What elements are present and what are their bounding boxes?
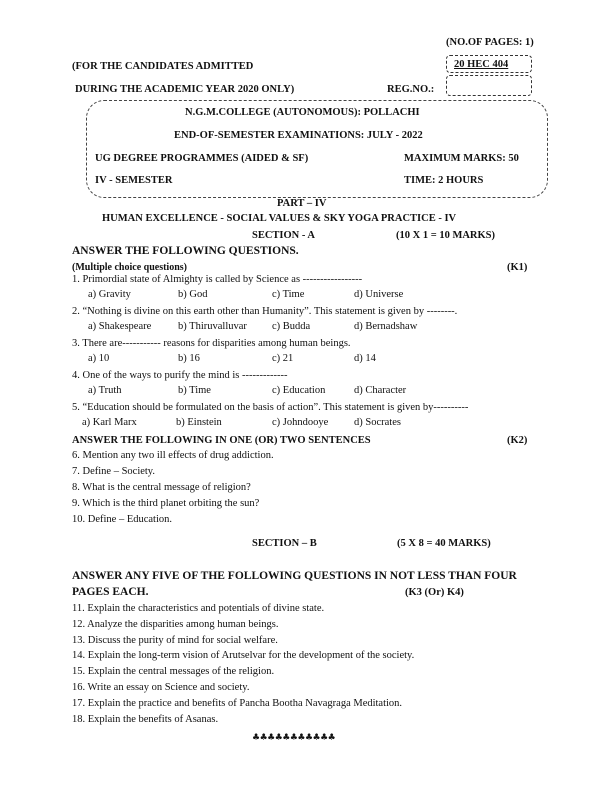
mcq-option: d) Bernadshaw bbox=[354, 321, 418, 332]
mcq-option: b) Einstein bbox=[176, 417, 222, 428]
short-answer-level: (K2) bbox=[507, 435, 528, 446]
reg-no-label: REG.NO.: bbox=[387, 84, 435, 95]
programme: UG DEGREE PROGRAMMES (AIDED & SF) bbox=[95, 153, 309, 164]
paper-title: HUMAN EXCELLENCE - SOCIAL VALUES & SKY YOGA PRACTICE - IV bbox=[102, 213, 457, 224]
short-answer-question: 7. Define – Society. bbox=[72, 466, 156, 477]
essay-question: 17. Explain the practice and benefits of Pancha Bootha Navagraga Meditation. bbox=[72, 697, 403, 709]
section-b-instruction-line1: ANSWER ANY FIVE OF THE FOLLOWING QUESTIONS IN NOT LESS THAN FOUR bbox=[72, 570, 517, 582]
part-label: PART – IV bbox=[277, 198, 327, 209]
mcq-option: d) Socrates bbox=[354, 417, 401, 428]
candidates-note-line1: (FOR THE CANDIDATES ADMITTED bbox=[72, 61, 254, 72]
mcq-option: c) Johndooye bbox=[272, 417, 329, 428]
exam-title: END-OF-SEMESTER EXAMINATIONS: JULY - 2022 bbox=[174, 130, 423, 141]
essay-question: 16. Write an essay on Science and society. bbox=[72, 682, 250, 693]
short-answer-instruction: ANSWER THE FOLLOWING IN ONE (OR) TWO SENTENCES bbox=[72, 435, 371, 446]
mcq-option: a) 10 bbox=[88, 353, 110, 364]
mcq-option: d) Character bbox=[354, 385, 407, 396]
short-answer-question: 6. Mention any two ill effects of drug addiction. bbox=[72, 450, 274, 461]
mcq-option: a) Truth bbox=[88, 385, 122, 396]
mcq-label: (Multiple choice questions) bbox=[72, 262, 187, 273]
section-b-title: SECTION – B bbox=[252, 538, 317, 549]
mcq-question: 4. One of the ways to purify the mind is ------------- bbox=[72, 370, 288, 381]
essay-question: 13. Discuss the purity of mind for social welfare. bbox=[72, 634, 278, 646]
section-b-level: (K3 (Or) K4) bbox=[405, 587, 464, 598]
essay-question: 18. Explain the benefits of Asanas. bbox=[72, 713, 219, 725]
mcq-option: d) Universe bbox=[354, 289, 404, 300]
exam-time: TIME: 2 HOURS bbox=[404, 175, 484, 186]
end-ornament: ♣♣♣♣♣♣♣♣♣♣♣ bbox=[252, 733, 336, 743]
college-name: N.G.M.COLLEGE (AUTONOMOUS): POLLACHI bbox=[185, 107, 420, 118]
essay-question: 15. Explain the central messages of the religion. bbox=[72, 666, 275, 678]
essay-question: 12. Analyze the disparities among human beings. bbox=[72, 618, 279, 630]
mcq-question: 1. Primordial state of Almighty is called by Science as ----------------- bbox=[72, 274, 363, 285]
section-a-marks: (10 X 1 = 10 MARKS) bbox=[396, 230, 496, 241]
short-answer-question: 8. What is the central message of religion? bbox=[72, 482, 251, 493]
semester: IV - SEMESTER bbox=[95, 175, 173, 186]
section-a-instruction: ANSWER THE FOLLOWING QUESTIONS. bbox=[72, 245, 299, 257]
section-b-instruction-line2: PAGES EACH. bbox=[72, 586, 149, 598]
mcq-option: a) Gravity bbox=[88, 289, 131, 300]
mcq-option: c) Budda bbox=[272, 321, 311, 332]
mcq-option: b) God bbox=[178, 289, 208, 300]
no-of-pages: (NO.OF PAGES: 1) bbox=[446, 37, 534, 48]
mcq-option: b) Time bbox=[178, 385, 211, 396]
section-a-title: SECTION - A bbox=[252, 230, 316, 241]
mcq-option: c) 21 bbox=[272, 353, 294, 364]
maximum-marks: MAXIMUM MARKS: 50 bbox=[404, 153, 519, 164]
mcq-level: (K1) bbox=[507, 262, 528, 273]
mcq-question: 2. “Nothing is divine on this earth other than Humanity”. This statement is given by --------. bbox=[72, 306, 458, 317]
candidates-note-line2: DURING THE ACADEMIC YEAR 2020 ONLY) bbox=[75, 84, 295, 95]
mcq-option: c) Time bbox=[272, 289, 305, 300]
mcq-option: b) Thiruvalluvar bbox=[178, 321, 247, 332]
essay-question: 11. Explain the characteristics and potentials of divine state. bbox=[72, 603, 325, 614]
essay-question: 14. Explain the long-term vision of Arutselvar for the development of the society. bbox=[72, 650, 415, 662]
mcq-option: a) Shakespeare bbox=[88, 321, 152, 332]
mcq-option: b) 16 bbox=[178, 353, 200, 364]
course-code: 20 HEC 404 bbox=[454, 59, 509, 70]
reg-no-field[interactable] bbox=[446, 75, 532, 96]
short-answer-question: 9. Which is the third planet orbiting the sun? bbox=[72, 498, 260, 509]
mcq-option: a) Karl Marx bbox=[82, 417, 137, 428]
mcq-option: c) Education bbox=[272, 385, 326, 396]
mcq-question: 3. There are----------- reasons for disparities among human beings. bbox=[72, 338, 351, 349]
section-b-marks: (5 X 8 = 40 MARKS) bbox=[397, 538, 491, 549]
short-answer-question: 10. Define – Education. bbox=[72, 514, 173, 525]
mcq-question: 5. “Education should be formulated on the basis of action”. This statement is given by---------- bbox=[72, 402, 469, 413]
mcq-option: d) 14 bbox=[354, 353, 376, 364]
